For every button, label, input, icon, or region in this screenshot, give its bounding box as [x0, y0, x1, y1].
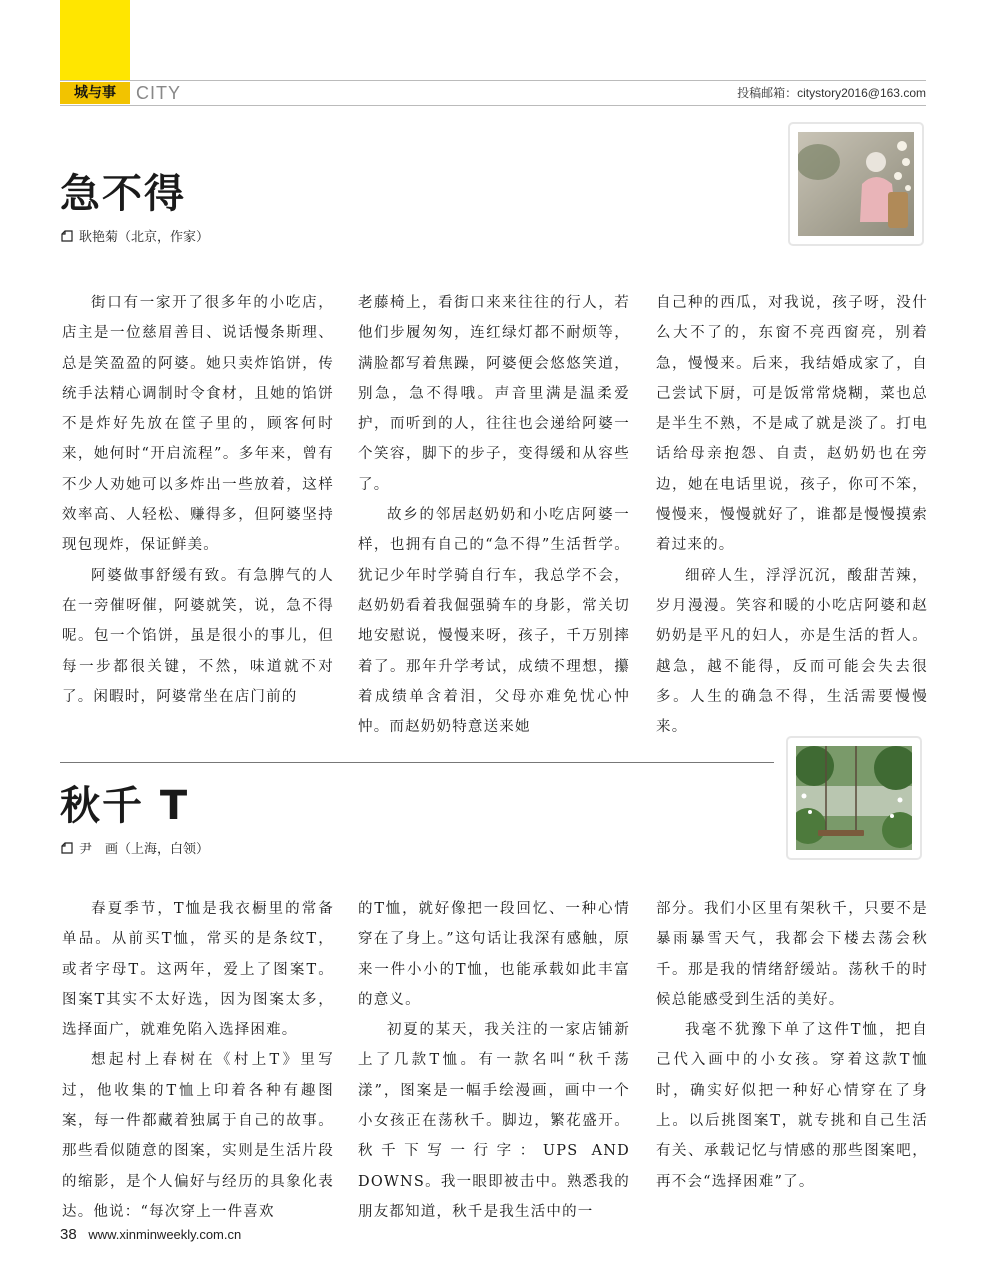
paragraph: 的T恤，就好像把一段回忆、一种心情穿在了身上。”这句话让我深有感触，原来一件小小的T恤，也能承载如此丰富的意义。: [358, 901, 630, 1008]
byline-2: [60, 838, 209, 857]
section-label: 城与事: [60, 82, 130, 104]
article-title-1: 急不得: [60, 171, 186, 217]
header-rule-top: [60, 80, 926, 81]
paragraph: 细碎人生，浮浮沉沉，酸甜苦辣，岁月漫漫。笑容和暖的小吃店阿婆和赵奶奶是平凡的妇人，亦是生活的哲人。越急，越不能得，反而可能会失去很多。人生的确急不得，生活需要慢慢来。: [656, 567, 928, 736]
swing-garden-photo-stamp: [788, 738, 920, 858]
photo-swing-garden: [796, 746, 912, 850]
paragraph: 我毫不犹豫下单了这件T恤，把自己代入画中的小女孩。穿着这款T恤时，确实好似把一种好心情穿在了身上。以后挑图案T，就专挑和自己生活有关、承载记忆与情感的那些图案吧，再不会“选择困难”了。: [656, 1022, 928, 1190]
article1-column-1: [62, 288, 334, 712]
header-rule-bottom: [60, 105, 926, 106]
paragraph: 想起村上春树在《村上T》里写过，他收集的T恤上印着各种有趣图案，每一件都藏着独属于自己的故事。那些看似随意的图案，实则是生活片段的缩影，是个人偏好与经历的具象化表达。他说：“每次穿上一件喜欢: [62, 1052, 334, 1220]
paragraph: 春夏季节，T恤是我衣橱里的常备单品。从前买T恤，常买的是条纹T，或者字母T。这两年，爱上了图案T。图案T其实不太好选，因为图案太多，选择面广，就难免陷入选择困难。: [62, 901, 334, 1039]
article-divider: [60, 762, 774, 763]
paragraph: 街口有一家开了很多年的小吃店，店主是一位慈眉善目、说话慢条斯理、总是笑盈盈的阿婆。她只卖炸馅饼，传统手法精心调制时令食材，且她的馅饼不是炸好先放在筐子里的，顾客何时来，她何时“开启流程”。多年来，曾有不少人劝她可以多炸出一些放着，这样效率高、人轻松、赚得多，但阿婆坚持现包现炸，保证鲜美。: [62, 295, 334, 554]
paragraph: 自己种的西瓜，对我说，孩子呀，没什么大不了的，东窗不亮西窗亮，别着急，慢慢来。后来，我结婚成家了，自己尝试下厨，可是饭常常烧糊，菜也总是半生不熟，不是咸了就是淡了。打电话给母亲抱怨、自责，赵奶奶也在旁边，她在电话里说，孩子，你可不笨，慢慢来，慢慢就好了，谁都是慢慢摸索着过来的。: [656, 295, 928, 554]
page-number: 38: [60, 1226, 77, 1243]
byline-text-2: 尹 画（上海，白领）: [79, 842, 210, 857]
article2-column-2: [358, 894, 630, 1227]
paragraph: 老藤椅上，看街口来来往往的行人，若他们步履匆匆，连红绿灯都不耐烦等，满脸都写着焦躁，阿婆便会悠悠笑道，别急，急不得哦。声音里满是温柔爱护，而听到的人，往往也会递给阿婆一个笑容，脚下的步子，变得缓和从容些了。: [358, 295, 630, 493]
article1-column-3: [656, 288, 928, 742]
byline-text-1: 耿艳菊（北京，作家）: [79, 230, 210, 245]
pen-icon: [60, 841, 74, 855]
paragraph: 故乡的邻居赵奶奶和小吃店阿婆一样，也拥有自己的“急不得”生活哲学。犹记少年时学骑自行车，我总学不会，赵奶奶看着我倔强骑车的身影，常关切地安慰说，慢慢来呀，孩子，千万别摔着了。那年升学考试，成绩不理想，攥着成绩单含着泪，父母亦难免忧心忡忡。而赵奶奶特意送来她: [358, 507, 630, 736]
yellow-corner-block: [60, 0, 130, 80]
paragraph: 阿婆做事舒缓有致。有急脾气的人在一旁催呀催，阿婆就笑，说，急不得呢。包一个馅饼，虽是很小的事儿，但每一步都很关键，不然，味道就不对了。闲暇时，阿婆常坐在店门前的: [62, 567, 334, 705]
photo-elderly-woman: [798, 132, 914, 236]
article2-column-3: [656, 894, 928, 1197]
paragraph: 初夏的某天，我关注的一家店铺新上了几款T恤。有一款名叫“秋千荡漾”，图案是一幅手绘漫画，画中一个小女孩正在荡秋千。脚边，繁花盛开。秋千下写一行字：UPS AND DOWNS。我一眼即被击中。熟悉我的朋友都知道，秋千是我生活中的一: [358, 1022, 630, 1220]
site-url: www.xinminweekly.com.cn: [88, 1227, 242, 1242]
article-title-2: 秋千 T: [60, 783, 190, 829]
article2-column-1: [62, 894, 334, 1227]
pen-icon: [60, 229, 74, 243]
page-footer: [60, 1226, 241, 1243]
elderly-woman-photo-stamp: [790, 124, 922, 244]
byline-1: [60, 226, 209, 245]
submission-email: 投稿邮箱：citystory2016@163.com: [737, 86, 926, 100]
section-label-en: CITY: [136, 83, 182, 103]
article1-column-2: [358, 288, 630, 742]
paragraph: 部分。我们小区里有架秋千，只要不是暴雨暴雪天气，我都会下楼去荡会秋千。那是我的情绪舒缓站。荡秋千的时候总能感受到生活的美好。: [656, 901, 928, 1008]
